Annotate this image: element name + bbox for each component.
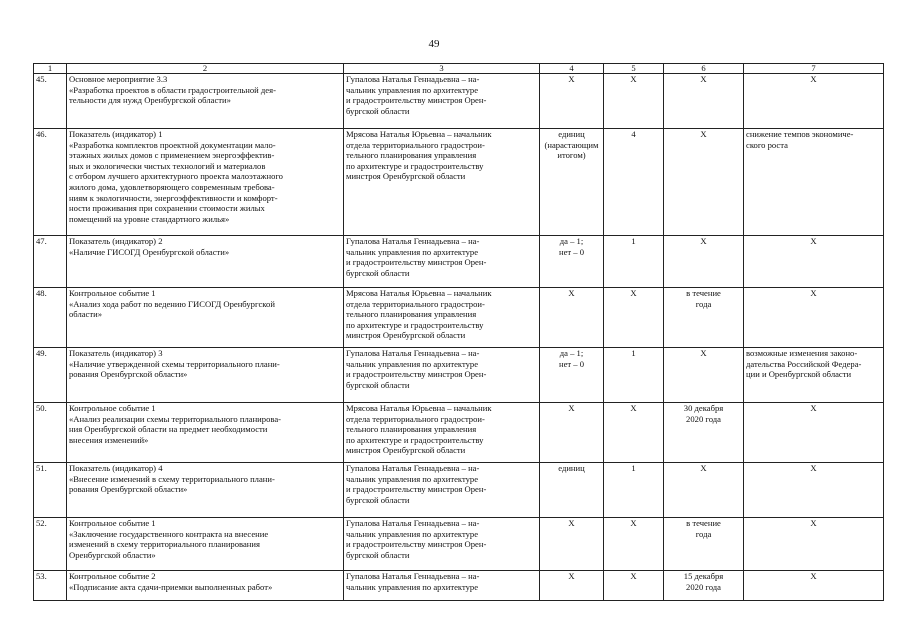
- column-header: 7: [744, 64, 884, 74]
- deadline-cell: [664, 288, 744, 348]
- event-cell: [67, 348, 344, 403]
- cell-line: Контрольное событие 2: [69, 571, 156, 581]
- cell-line: Мрясова Наталья Юрьевна – начальник: [346, 288, 492, 298]
- deadline-cell: [664, 236, 744, 288]
- cell-line: Х: [568, 288, 575, 298]
- deadline-cell: [664, 518, 744, 571]
- cell-line: чальник управления по архитектуре: [346, 84, 479, 95]
- unit-cell: [540, 129, 604, 236]
- cell-line: чальник управления по архитектуре: [346, 358, 479, 369]
- table-row: [34, 571, 884, 601]
- cell-line: Гупалова Наталья Геннадьевна – на-: [346, 74, 480, 84]
- row-number: 47.: [34, 236, 67, 288]
- cell-line: по архитектуре и градостроительству: [346, 319, 484, 330]
- cell-line: с отбором лучшего архитектурного проекта малоэтажного: [69, 171, 283, 182]
- cell-line: нет – 0: [558, 246, 585, 257]
- cell-line: да – 1;: [559, 348, 584, 358]
- cell-line: чальник управления по архитектуре: [346, 581, 479, 592]
- responsible-cell: [344, 518, 540, 571]
- unit-cell: [540, 518, 604, 571]
- cell-line: Мрясова Наталья Юрьевна – начальник: [346, 403, 492, 413]
- cell-line: Х: [568, 518, 575, 528]
- cell-line: минстроя Оренбургской области: [346, 330, 466, 341]
- cell-line: Х: [630, 288, 637, 298]
- cell-line: бургской области: [346, 267, 410, 278]
- cell-line: Х: [568, 403, 575, 413]
- cell-line: Х: [700, 348, 707, 358]
- note-cell: [744, 74, 884, 129]
- cell-line: 15 декабря: [683, 571, 724, 581]
- value-cell: [604, 236, 664, 288]
- page-number: 49: [428, 38, 440, 50]
- cell-line: ниям к экологичности, энергоэффективности и комфорт-: [69, 192, 278, 203]
- cell-line: бургской области: [346, 379, 410, 390]
- event-cell: [67, 288, 344, 348]
- cell-line: рования Оренбургской области»: [69, 369, 188, 380]
- cell-line: возможные изменения законо-: [746, 348, 858, 358]
- column-header: 2: [67, 64, 344, 74]
- responsible-cell: [344, 463, 540, 518]
- cell-line: нет – 0: [558, 358, 585, 369]
- event-cell: [67, 129, 344, 236]
- cell-line: Показатель (индикатор) 2: [69, 236, 163, 246]
- event-cell: [67, 236, 344, 288]
- note-cell: [744, 129, 884, 236]
- unit-cell: [540, 403, 604, 463]
- deadline-cell: [664, 74, 744, 129]
- deadline-cell: [664, 348, 744, 403]
- cell-line: Гупалова Наталья Геннадьевна – на-: [346, 236, 480, 246]
- cell-line: Гупалова Наталья Геннадьевна – на-: [346, 571, 480, 581]
- cell-line: итогом): [557, 150, 586, 161]
- cell-line: «Наличие утвержденной схемы территориального плани-: [69, 358, 280, 369]
- cell-line: в течение: [686, 518, 721, 528]
- event-cell: [67, 403, 344, 463]
- table-row: [34, 518, 884, 571]
- table-row: [34, 403, 884, 463]
- responsible-cell: [344, 403, 540, 463]
- cell-line: ния Оренбургской области на предмет необходимости: [69, 424, 268, 435]
- note-cell: [744, 236, 884, 288]
- cell-line: чальник управления по архитектуре: [346, 246, 479, 257]
- cell-line: отдела территориального градострои-: [346, 298, 485, 309]
- cell-line: помещений на уровне стандартного жилья»: [69, 213, 230, 224]
- deadline-cell: [664, 129, 744, 236]
- unit-cell: [540, 348, 604, 403]
- cell-line: рования Оренбургской области»: [69, 484, 188, 495]
- value-cell: [604, 74, 664, 129]
- cell-line: дательства Российской Федера-: [746, 358, 862, 369]
- column-header: 5: [604, 64, 664, 74]
- cell-line: «Наличие ГИСОГД Оренбургской области»: [69, 246, 230, 257]
- note-cell: [744, 403, 884, 463]
- cell-line: Мрясова Наталья Юрьевна – начальник: [346, 129, 492, 139]
- event-cell: [67, 463, 344, 518]
- value-cell: [604, 403, 664, 463]
- note-cell: [744, 288, 884, 348]
- cell-line: «Разработка проектов в области градостроительной дея-: [69, 84, 276, 95]
- cell-line: снижение темпов экономиче-: [746, 129, 854, 139]
- cell-line: Х: [810, 403, 817, 413]
- responsible-cell: [344, 571, 540, 601]
- value-cell: [604, 571, 664, 601]
- value-cell: [604, 129, 664, 236]
- cell-line: Гупалова Наталья Геннадьевна – на-: [346, 348, 480, 358]
- cell-line: Оренбургской области»: [69, 549, 156, 560]
- value-cell: [604, 288, 664, 348]
- row-number: 51.: [34, 463, 67, 518]
- note-cell: [744, 463, 884, 518]
- cell-line: года: [695, 528, 712, 539]
- cell-line: Х: [700, 236, 707, 246]
- row-number: 46.: [34, 129, 67, 236]
- cell-line: Х: [810, 236, 817, 246]
- table-row: [34, 348, 884, 403]
- cell-line: Х: [630, 74, 637, 84]
- cell-line: по архитектуре и градостроительству: [346, 434, 484, 445]
- cell-line: 2020 года: [686, 413, 721, 424]
- unit-cell: [540, 288, 604, 348]
- responsible-cell: [344, 74, 540, 129]
- responsible-cell: [344, 129, 540, 236]
- cell-line: и градостроительству минстроя Орен-: [346, 539, 487, 550]
- cell-line: бургской области: [346, 105, 410, 116]
- unit-cell: [540, 74, 604, 129]
- unit-cell: [540, 571, 604, 601]
- column-header: 3: [344, 64, 540, 74]
- cell-line: минстроя Оренбургской области: [346, 171, 466, 182]
- cell-line: 1: [631, 463, 636, 473]
- cell-line: Контрольное событие 1: [69, 288, 156, 298]
- cell-line: чальник управления по архитектуре: [346, 528, 479, 539]
- note-cell: [744, 348, 884, 403]
- responsible-cell: [344, 288, 540, 348]
- cell-line: Х: [630, 571, 637, 581]
- value-cell: [604, 463, 664, 518]
- cell-line: 2020 года: [686, 581, 721, 592]
- deadline-cell: [664, 463, 744, 518]
- row-number: 50.: [34, 403, 67, 463]
- column-header: 1: [34, 64, 67, 74]
- cell-line: бургской области: [346, 549, 410, 560]
- cell-line: отдела территориального градострои-: [346, 139, 485, 150]
- cell-line: бургской области: [346, 494, 410, 505]
- table-row: [34, 236, 884, 288]
- header-row: [34, 64, 884, 74]
- unit-cell: [540, 463, 604, 518]
- table-body: [34, 74, 884, 601]
- cell-line: области»: [69, 309, 103, 320]
- cell-line: Х: [810, 288, 817, 298]
- cell-line: Х: [700, 129, 707, 139]
- cell-line: тельного планирования управления: [346, 150, 477, 161]
- cell-line: тельности для нужд Оренбургской области»: [69, 95, 231, 106]
- cell-line: и градостроительству минстроя Орен-: [346, 257, 487, 268]
- cell-line: «Заключение государственного контракта на внесение: [69, 528, 269, 539]
- cell-line: Основное мероприятие 3.3: [69, 74, 168, 84]
- cell-line: 1: [631, 236, 636, 246]
- deadline-cell: [664, 571, 744, 601]
- cell-line: «Подписание акта сдачи-приемки выполненных работ»: [69, 581, 273, 592]
- column-header: 4: [540, 64, 604, 74]
- cell-line: Показатель (индикатор) 4: [69, 463, 163, 473]
- cell-line: и градостроительству минстроя Орен-: [346, 484, 487, 495]
- cell-line: ных и экологически чистых технологий и материалов: [69, 160, 266, 171]
- cell-line: внесения изменений»: [69, 434, 149, 445]
- cell-line: ского роста: [746, 139, 788, 150]
- cell-line: года: [695, 298, 712, 309]
- cell-line: Показатель (индикатор) 1: [69, 129, 163, 139]
- table-row: [34, 288, 884, 348]
- cell-line: Х: [810, 463, 817, 473]
- cell-line: единиц: [558, 463, 585, 473]
- cell-line: «Внесение изменений в схему территориального плани-: [69, 473, 275, 484]
- cell-line: 30 декабря: [683, 403, 724, 413]
- cell-line: (нарастающим: [544, 139, 599, 150]
- cell-line: ции и Оренбургской области: [746, 369, 852, 380]
- cell-line: 4: [631, 129, 636, 139]
- table-row: [34, 463, 884, 518]
- cell-line: в течение: [686, 288, 721, 298]
- note-cell: [744, 518, 884, 571]
- cell-line: Х: [700, 74, 707, 84]
- table-row: [34, 129, 884, 236]
- cell-line: тельного планирования управления: [346, 424, 477, 435]
- cell-line: Х: [810, 74, 817, 84]
- cell-line: этажных жилых домов с применением энергоэффектив-: [69, 150, 275, 161]
- event-cell: [67, 518, 344, 571]
- cell-line: Х: [630, 518, 637, 528]
- cell-line: и градостроительству минстроя Орен-: [346, 369, 487, 380]
- cell-line: «Анализ хода работ по ведению ГИСОГД Оренбургской: [69, 298, 275, 309]
- cell-line: тельного планирования управления: [346, 309, 477, 320]
- cell-line: 1: [631, 348, 636, 358]
- cell-line: жилого дома, удовлетворяющего современным требова-: [69, 181, 275, 192]
- cell-line: «Разработка комплектов проектной документации мало-: [69, 139, 276, 150]
- value-cell: [604, 518, 664, 571]
- responsible-cell: [344, 348, 540, 403]
- cell-line: Х: [700, 463, 707, 473]
- row-number: 52.: [34, 518, 67, 571]
- cell-line: чальник управления по архитектуре: [346, 473, 479, 484]
- value-cell: [604, 348, 664, 403]
- unit-cell: [540, 236, 604, 288]
- event-cell: [67, 571, 344, 601]
- program-table: [33, 63, 884, 601]
- cell-line: по архитектуре и градостроительству: [346, 160, 484, 171]
- cell-line: минстроя Оренбургской области: [346, 445, 466, 456]
- row-number: 45.: [34, 74, 67, 129]
- cell-line: Гупалова Наталья Геннадьевна – на-: [346, 463, 480, 473]
- cell-line: Х: [810, 518, 817, 528]
- table-row: [34, 74, 884, 129]
- cell-line: единиц: [558, 129, 585, 139]
- note-cell: [744, 571, 884, 601]
- cell-line: Гупалова Наталья Геннадьевна – на-: [346, 518, 480, 528]
- responsible-cell: [344, 236, 540, 288]
- row-number: 48.: [34, 288, 67, 348]
- cell-line: ности проживания при сохранении стоимости жилых: [69, 203, 265, 214]
- row-number: 53.: [34, 571, 67, 601]
- cell-line: Х: [568, 74, 575, 84]
- event-cell: [67, 74, 344, 129]
- cell-line: Х: [630, 403, 637, 413]
- column-header: 6: [664, 64, 744, 74]
- cell-line: Х: [568, 571, 575, 581]
- cell-line: «Анализ реализации схемы территориального планирова-: [69, 413, 281, 424]
- cell-line: Показатель (индикатор) 3: [69, 348, 163, 358]
- cell-line: изменений в схему территориального планирования: [69, 539, 260, 550]
- cell-line: Х: [810, 571, 817, 581]
- deadline-cell: [664, 403, 744, 463]
- cell-line: да – 1;: [559, 236, 584, 246]
- cell-line: Контрольное событие 1: [69, 403, 156, 413]
- cell-line: и градостроительству минстроя Орен-: [346, 95, 487, 106]
- cell-line: Контрольное событие 1: [69, 518, 156, 528]
- cell-line: отдела территориального градострои-: [346, 413, 485, 424]
- row-number: 49.: [34, 348, 67, 403]
